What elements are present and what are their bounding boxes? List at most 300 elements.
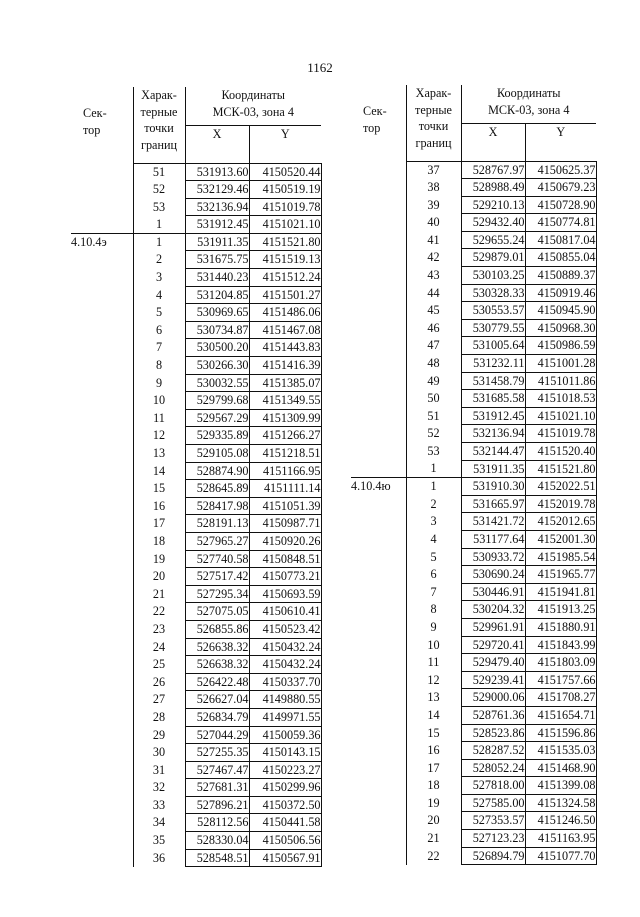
x-coordinate-cell: 532144.47 — [461, 443, 525, 461]
header-coordinates-right — [461, 85, 596, 123]
point-cell: 9 — [406, 618, 461, 636]
y-coordinate-cell: 4151443.83 — [249, 339, 321, 357]
sector-cell — [351, 231, 406, 249]
sector-cell — [351, 777, 406, 795]
table-row — [71, 603, 321, 621]
y-coordinate-cell: 4150610.41 — [249, 603, 321, 621]
x-coordinate-cell: 530204.32 — [461, 601, 525, 619]
header-y-right: Y — [525, 123, 596, 161]
sector-cell — [71, 462, 133, 480]
table-row — [71, 181, 321, 199]
point-cell: 6 — [133, 321, 185, 339]
y-coordinate-cell: 4151521.80 — [249, 233, 321, 251]
sector-cell — [71, 691, 133, 709]
x-coordinate-cell: 531458.79 — [461, 372, 525, 390]
sector-cell — [71, 796, 133, 814]
table-row — [71, 638, 321, 656]
y-coordinate-cell: 4151051.39 — [249, 497, 321, 515]
sector-cell — [71, 251, 133, 269]
point-cell: 28 — [133, 708, 185, 726]
x-coordinate-cell: 529567.29 — [185, 409, 249, 427]
sector-cell — [351, 161, 406, 179]
x-coordinate-cell: 529239.41 — [461, 671, 525, 689]
x-coordinate-cell: 526834.79 — [185, 708, 249, 726]
y-coordinate-cell: 4150372.50 — [249, 796, 321, 814]
point-cell: 18 — [133, 532, 185, 550]
x-coordinate-cell: 531421.72 — [461, 513, 525, 531]
table-row — [71, 796, 321, 814]
point-cell: 33 — [133, 796, 185, 814]
x-coordinate-cell: 529432.40 — [461, 214, 525, 232]
point-cell: 7 — [406, 583, 461, 601]
point-cell: 1 — [133, 233, 185, 251]
x-coordinate-cell: 530779.55 — [461, 319, 525, 337]
x-coordinate-cell: 528417.98 — [185, 497, 249, 515]
header-points-line4-right: границ — [415, 135, 452, 150]
point-cell: 13 — [133, 445, 185, 463]
point-cell: 6 — [406, 566, 461, 584]
x-coordinate-cell: 527681.31 — [185, 779, 249, 797]
y-coordinate-cell: 4151246.50 — [525, 812, 596, 830]
table-row — [351, 390, 596, 408]
table-row — [71, 392, 321, 410]
table-row — [71, 480, 321, 498]
x-coordinate-cell: 526627.04 — [185, 691, 249, 709]
x-coordinate-cell: 530734.87 — [185, 321, 249, 339]
table-row — [351, 460, 596, 478]
sector-cell — [351, 355, 406, 373]
table-row — [351, 601, 596, 619]
table-row — [351, 759, 596, 777]
sector-cell — [351, 302, 406, 320]
point-cell: 12 — [406, 671, 461, 689]
y-coordinate-cell: 4151941.81 — [525, 583, 596, 601]
y-coordinate-cell: 4152022.51 — [525, 478, 596, 496]
y-coordinate-cell: 4151399.08 — [525, 777, 596, 795]
header-sector-line2: тор — [83, 122, 101, 137]
x-coordinate-cell: 527353.57 — [461, 812, 525, 830]
table-row — [71, 357, 321, 375]
y-coordinate-cell: 4150441.58 — [249, 814, 321, 832]
table-row — [71, 708, 321, 726]
x-coordinate-cell: 528523.86 — [461, 724, 525, 742]
sector-cell — [351, 601, 406, 619]
sector-cell: 4.10.4ю — [351, 478, 406, 496]
y-coordinate-cell: 4150855.04 — [525, 249, 596, 267]
y-coordinate-cell: 4149880.55 — [249, 691, 321, 709]
table-row — [351, 548, 596, 566]
y-coordinate-cell: 4150987.71 — [249, 515, 321, 533]
y-coordinate-cell: 4150968.30 — [525, 319, 596, 337]
header-coordinates-line1: Координаты — [221, 88, 285, 102]
table-row — [351, 267, 596, 285]
x-coordinate-cell: 529105.08 — [185, 445, 249, 463]
sector-cell — [351, 706, 406, 724]
table-row — [351, 249, 596, 267]
sector-cell — [71, 374, 133, 392]
point-cell: 24 — [133, 638, 185, 656]
table-body-left — [71, 163, 321, 867]
x-coordinate-cell: 528761.36 — [461, 706, 525, 724]
x-coordinate-cell: 526855.86 — [185, 620, 249, 638]
x-coordinate-cell: 529479.40 — [461, 654, 525, 672]
y-coordinate-cell: 4151218.51 — [249, 445, 321, 463]
point-cell: 11 — [133, 409, 185, 427]
header-coordinates-line2-right: МСК-03, зона 4 — [488, 102, 570, 117]
y-coordinate-cell: 4151535.03 — [525, 742, 596, 760]
point-cell: 1 — [133, 216, 185, 234]
x-coordinate-cell: 528112.56 — [185, 814, 249, 832]
point-cell: 20 — [133, 568, 185, 586]
point-cell: 46 — [406, 319, 461, 337]
sector-cell — [351, 460, 406, 478]
sector-cell — [71, 849, 133, 867]
table-row — [351, 425, 596, 443]
sector-cell — [351, 513, 406, 531]
x-coordinate-cell: 531675.75 — [185, 251, 249, 269]
point-cell: 22 — [406, 847, 461, 865]
point-cell: 53 — [406, 443, 461, 461]
table-row — [71, 216, 321, 234]
table-row — [351, 794, 596, 812]
x-coordinate-cell: 527965.27 — [185, 532, 249, 550]
x-coordinate-cell: 532136.94 — [185, 198, 249, 216]
table-row — [351, 513, 596, 531]
point-cell: 2 — [133, 251, 185, 269]
x-coordinate-cell: 531911.35 — [461, 460, 525, 478]
header-sector — [71, 87, 133, 163]
table-row — [71, 550, 321, 568]
table-row — [71, 233, 321, 251]
y-coordinate-cell: 4150945.90 — [525, 302, 596, 320]
table-row — [351, 812, 596, 830]
x-coordinate-cell: 532129.46 — [185, 181, 249, 199]
point-cell: 18 — [406, 777, 461, 795]
y-coordinate-cell: 4151077.70 — [525, 847, 596, 865]
y-coordinate-cell: 4150143.15 — [249, 744, 321, 762]
y-coordinate-cell: 4150889.37 — [525, 267, 596, 285]
y-coordinate-cell: 4152012.65 — [525, 513, 596, 531]
header-points-line1-right: Харак- — [415, 86, 452, 100]
point-cell: 38 — [406, 179, 461, 197]
x-coordinate-cell: 531005.64 — [461, 337, 525, 355]
y-coordinate-cell: 4151309.99 — [249, 409, 321, 427]
x-coordinate-cell: 530969.65 — [185, 304, 249, 322]
table-row — [351, 583, 596, 601]
point-cell: 35 — [133, 832, 185, 850]
sector-cell — [71, 656, 133, 674]
y-coordinate-cell: 4150986.59 — [525, 337, 596, 355]
table-row — [351, 618, 596, 636]
sector-cell — [351, 812, 406, 830]
table-row — [351, 495, 596, 513]
point-cell: 14 — [406, 706, 461, 724]
table-row — [351, 847, 596, 865]
x-coordinate-cell: 527585.00 — [461, 794, 525, 812]
sector-cell — [351, 319, 406, 337]
y-coordinate-cell: 4150223.27 — [249, 761, 321, 779]
sector-cell — [351, 284, 406, 302]
x-coordinate-cell: 526638.32 — [185, 656, 249, 674]
y-coordinate-cell: 4151965.77 — [525, 566, 596, 584]
point-cell: 11 — [406, 654, 461, 672]
point-cell: 48 — [406, 355, 461, 373]
point-cell: 5 — [406, 548, 461, 566]
sector-cell — [71, 304, 133, 322]
table-row — [351, 654, 596, 672]
sector-cell — [351, 548, 406, 566]
header-coordinates-line1-right: Координаты — [497, 86, 561, 100]
sector-cell — [71, 761, 133, 779]
point-cell: 3 — [133, 269, 185, 287]
sector-cell — [351, 618, 406, 636]
x-coordinate-cell: 527044.29 — [185, 726, 249, 744]
x-coordinate-cell: 531440.23 — [185, 269, 249, 287]
table-row — [71, 585, 321, 603]
x-coordinate-cell: 528287.52 — [461, 742, 525, 760]
x-coordinate-cell: 527467.47 — [185, 761, 249, 779]
y-coordinate-cell: 4151163.95 — [525, 830, 596, 848]
sector-cell — [351, 689, 406, 707]
point-cell: 32 — [133, 779, 185, 797]
table-row — [71, 849, 321, 867]
sector-cell — [71, 286, 133, 304]
x-coordinate-cell: 531204.85 — [185, 286, 249, 304]
point-cell: 52 — [133, 181, 185, 199]
point-cell: 42 — [406, 249, 461, 267]
x-coordinate-cell: 531685.58 — [461, 390, 525, 408]
x-coordinate-cell: 530500.20 — [185, 339, 249, 357]
point-cell: 9 — [133, 374, 185, 392]
sector-cell — [351, 249, 406, 267]
y-coordinate-cell: 4151803.09 — [525, 654, 596, 672]
sector-cell — [351, 759, 406, 777]
table-row — [71, 744, 321, 762]
table-row — [71, 656, 321, 674]
table-row — [71, 374, 321, 392]
point-cell: 17 — [133, 515, 185, 533]
x-coordinate-cell: 527818.00 — [461, 777, 525, 795]
y-coordinate-cell: 4150693.59 — [249, 585, 321, 603]
x-coordinate-cell: 528988.49 — [461, 179, 525, 197]
y-coordinate-cell: 4151708.27 — [525, 689, 596, 707]
point-cell: 21 — [133, 585, 185, 603]
table-row — [351, 724, 596, 742]
x-coordinate-cell: 531232.11 — [461, 355, 525, 373]
point-cell: 49 — [406, 372, 461, 390]
table-row — [71, 251, 321, 269]
sector-cell — [71, 550, 133, 568]
y-coordinate-cell: 4152001.30 — [525, 530, 596, 548]
sector-cell — [71, 726, 133, 744]
table-row — [71, 286, 321, 304]
table-row — [351, 337, 596, 355]
sector-cell — [71, 568, 133, 586]
header-sector-right — [351, 85, 406, 161]
table-row — [71, 832, 321, 850]
point-cell: 17 — [406, 759, 461, 777]
y-coordinate-cell: 4151880.91 — [525, 618, 596, 636]
y-coordinate-cell: 4151385.07 — [249, 374, 321, 392]
sector-cell — [351, 495, 406, 513]
header-points-line2: терные — [140, 104, 178, 119]
x-coordinate-cell: 530690.24 — [461, 566, 525, 584]
sector-cell — [71, 357, 133, 375]
x-coordinate-cell: 528052.24 — [461, 759, 525, 777]
table-row — [351, 566, 596, 584]
table-row — [71, 445, 321, 463]
y-coordinate-cell: 4150848.51 — [249, 550, 321, 568]
x-coordinate-cell: 529655.24 — [461, 231, 525, 249]
table-row — [71, 779, 321, 797]
point-cell: 13 — [406, 689, 461, 707]
header-x-right: X — [461, 123, 525, 161]
y-coordinate-cell: 4151019.78 — [525, 425, 596, 443]
point-cell: 3 — [406, 513, 461, 531]
header-sector-line1-right: Сек- — [363, 104, 387, 118]
y-coordinate-cell: 4150523.42 — [249, 620, 321, 638]
x-coordinate-cell: 530266.30 — [185, 357, 249, 375]
header-x: X — [185, 125, 249, 163]
point-cell: 22 — [133, 603, 185, 621]
point-cell: 29 — [133, 726, 185, 744]
point-cell: 2 — [406, 495, 461, 513]
y-coordinate-cell: 4151349.55 — [249, 392, 321, 410]
table-row — [71, 198, 321, 216]
sector-cell — [71, 427, 133, 445]
y-coordinate-cell: 4151416.39 — [249, 357, 321, 375]
y-coordinate-cell: 4151519.13 — [249, 251, 321, 269]
x-coordinate-cell: 529961.91 — [461, 618, 525, 636]
y-coordinate-cell: 4151913.25 — [525, 601, 596, 619]
table-row — [351, 742, 596, 760]
y-coordinate-cell: 4150506.56 — [249, 832, 321, 850]
x-coordinate-cell: 531913.60 — [185, 163, 249, 181]
sector-cell — [71, 708, 133, 726]
table-row — [351, 284, 596, 302]
y-coordinate-cell: 4151512.24 — [249, 269, 321, 287]
coordinates-table-right — [351, 85, 597, 865]
sector-cell — [71, 480, 133, 498]
y-coordinate-cell: 4151468.90 — [525, 759, 596, 777]
point-cell: 10 — [406, 636, 461, 654]
sector-cell — [351, 654, 406, 672]
y-coordinate-cell: 4151521.80 — [525, 460, 596, 478]
x-coordinate-cell: 529720.41 — [461, 636, 525, 654]
y-coordinate-cell: 4151011.86 — [525, 372, 596, 390]
coordinates-table-left — [71, 87, 322, 867]
table-row — [71, 726, 321, 744]
y-coordinate-cell: 4151018.53 — [525, 390, 596, 408]
sector-cell — [71, 673, 133, 691]
header-points-right — [406, 85, 461, 161]
sector-cell — [351, 530, 406, 548]
table-row — [71, 568, 321, 586]
x-coordinate-cell: 531911.35 — [185, 233, 249, 251]
point-cell: 39 — [406, 196, 461, 214]
y-coordinate-cell: 4151486.06 — [249, 304, 321, 322]
x-coordinate-cell: 532136.94 — [461, 425, 525, 443]
point-cell: 14 — [133, 462, 185, 480]
point-cell: 25 — [133, 656, 185, 674]
sector-cell — [71, 181, 133, 199]
table-row — [71, 515, 321, 533]
sector-cell: 4.10.4э — [71, 233, 133, 251]
point-cell: 21 — [406, 830, 461, 848]
y-coordinate-cell: 4150299.96 — [249, 779, 321, 797]
table-row — [71, 163, 321, 181]
y-coordinate-cell: 4150432.24 — [249, 656, 321, 674]
sector-cell — [351, 372, 406, 390]
x-coordinate-cell: 530553.57 — [461, 302, 525, 320]
x-coordinate-cell: 529210.13 — [461, 196, 525, 214]
sector-cell — [71, 269, 133, 287]
point-cell: 16 — [406, 742, 461, 760]
sector-cell — [351, 794, 406, 812]
table-row — [351, 689, 596, 707]
y-coordinate-cell: 4151596.86 — [525, 724, 596, 742]
point-cell: 34 — [133, 814, 185, 832]
table-row — [71, 761, 321, 779]
table-row — [71, 339, 321, 357]
y-coordinate-cell: 4151021.10 — [525, 407, 596, 425]
y-coordinate-cell: 4151266.27 — [249, 427, 321, 445]
sector-cell — [71, 321, 133, 339]
sector-cell — [71, 216, 133, 234]
point-cell: 30 — [133, 744, 185, 762]
sector-cell — [351, 390, 406, 408]
sector-cell — [71, 445, 133, 463]
sector-cell — [351, 742, 406, 760]
x-coordinate-cell: 531912.45 — [461, 407, 525, 425]
x-coordinate-cell: 527896.21 — [185, 796, 249, 814]
x-coordinate-cell: 528767.97 — [461, 161, 525, 179]
table-row — [71, 620, 321, 638]
table-row — [351, 777, 596, 795]
point-cell: 41 — [406, 231, 461, 249]
sector-cell — [351, 566, 406, 584]
sector-cell — [351, 267, 406, 285]
x-coordinate-cell: 527075.05 — [185, 603, 249, 621]
x-coordinate-cell: 528548.51 — [185, 849, 249, 867]
point-cell: 37 — [406, 161, 461, 179]
table-row — [351, 179, 596, 197]
x-coordinate-cell: 528874.90 — [185, 462, 249, 480]
y-coordinate-cell: 4150920.26 — [249, 532, 321, 550]
header-points-line4: границ — [140, 137, 178, 152]
table-row — [351, 355, 596, 373]
point-cell: 45 — [406, 302, 461, 320]
x-coordinate-cell: 529879.01 — [461, 249, 525, 267]
x-coordinate-cell: 526638.32 — [185, 638, 249, 656]
table-row — [351, 671, 596, 689]
point-cell: 15 — [133, 480, 185, 498]
table-row — [351, 302, 596, 320]
y-coordinate-cell: 4151520.40 — [525, 443, 596, 461]
sector-cell — [71, 198, 133, 216]
y-coordinate-cell: 4149971.55 — [249, 708, 321, 726]
x-coordinate-cell: 530446.91 — [461, 583, 525, 601]
x-coordinate-cell: 530933.72 — [461, 548, 525, 566]
point-cell: 36 — [133, 849, 185, 867]
y-coordinate-cell: 4151654.71 — [525, 706, 596, 724]
x-coordinate-cell: 528645.89 — [185, 480, 249, 498]
point-cell: 20 — [406, 812, 461, 830]
y-coordinate-cell: 4150337.70 — [249, 673, 321, 691]
point-cell: 51 — [406, 407, 461, 425]
header-sector-line1: Сек- — [83, 106, 107, 120]
table-row — [351, 196, 596, 214]
